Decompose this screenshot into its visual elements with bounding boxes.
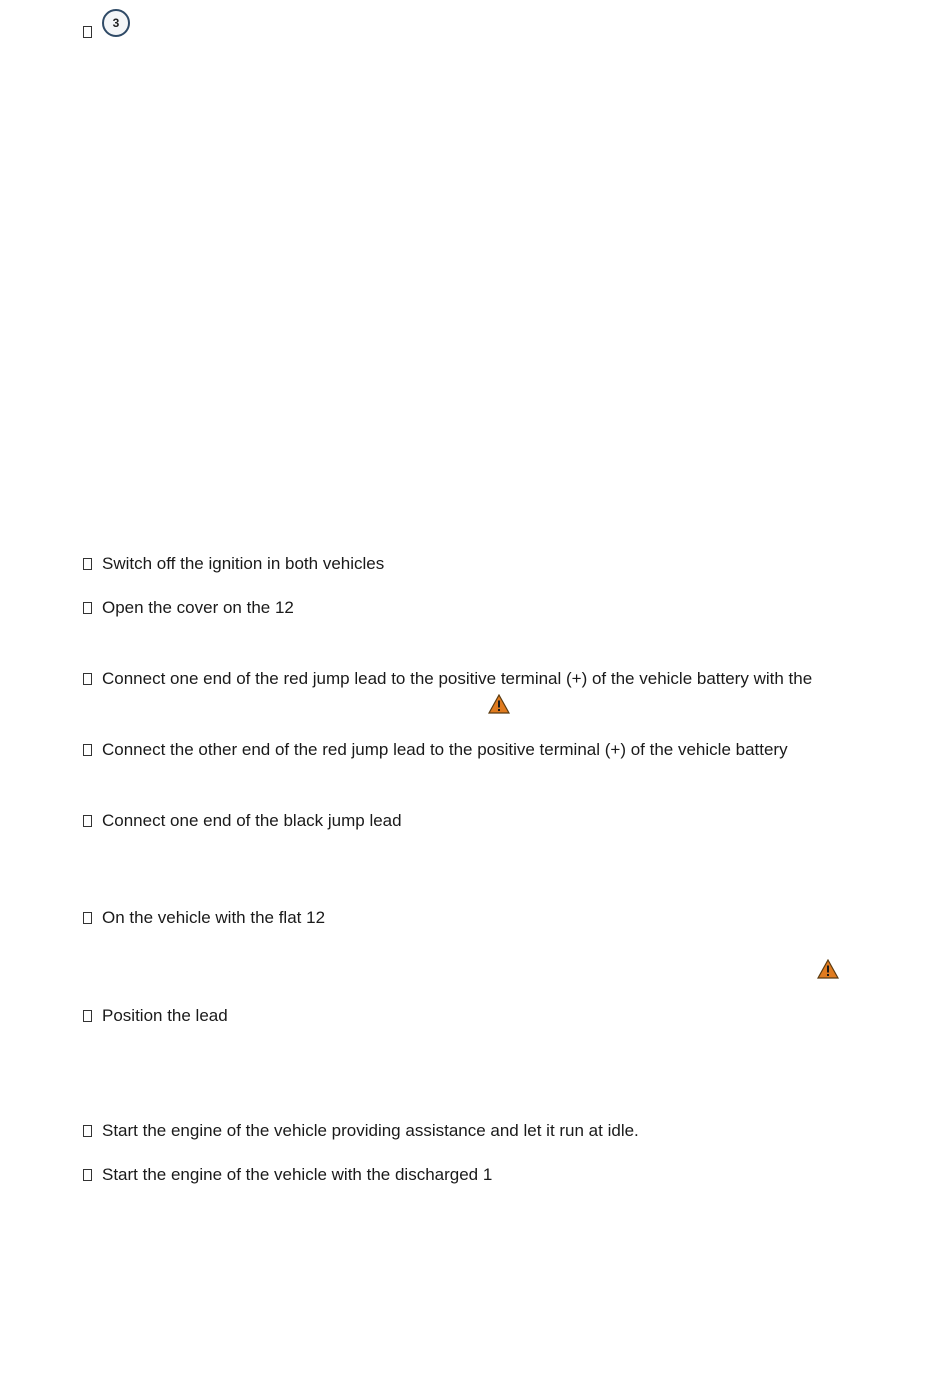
step-open-cover [83, 598, 294, 618]
bullet-box [83, 744, 92, 756]
step-text: Connect one end of the black jump lead [102, 811, 402, 830]
step-text: Position the lead [102, 1006, 228, 1025]
step-number-badge: 3 [102, 9, 130, 37]
step-connect-black-lead [83, 811, 402, 831]
bullet-box [83, 1169, 92, 1181]
step-text: Connect the other end of the red jump lead to the positive terminal (+) of the vehicle battery [102, 740, 788, 759]
warning-triangle-icon [488, 694, 510, 714]
step-position-lead [83, 1006, 228, 1026]
bullet-box [83, 1125, 92, 1137]
step-flat-battery-vehicle [83, 908, 325, 928]
step-text: Connect one end of the red jump lead to the positive terminal (+) of the vehicle battery with the [102, 669, 813, 688]
bullet-box [83, 912, 92, 924]
warning-triangle-icon [817, 959, 839, 979]
step-start-discharged-engine [83, 1165, 492, 1185]
bullet-box [83, 26, 92, 38]
step-text: Open the cover on the 12 [102, 598, 294, 617]
step-connect-red-lead-other-end [83, 740, 788, 760]
step-text: Switch off the ignition in both vehicles [102, 554, 385, 573]
bullet-box [83, 815, 92, 827]
bullet-box [83, 673, 92, 685]
step-connect-red-lead-one-end [83, 669, 812, 689]
step-switch-off-ignition [83, 554, 384, 574]
step-text: Start the engine of the vehicle providing assistance and let it run at idle. [102, 1121, 639, 1140]
step-text: Start the engine of the vehicle with the discharged 1 [102, 1165, 493, 1184]
step-start-assisting-engine [83, 1121, 639, 1141]
bullet-box [83, 1010, 92, 1022]
bullet-box [83, 558, 92, 570]
bullet-box [83, 602, 92, 614]
step-text: On the vehicle with the flat 12 [102, 908, 326, 927]
